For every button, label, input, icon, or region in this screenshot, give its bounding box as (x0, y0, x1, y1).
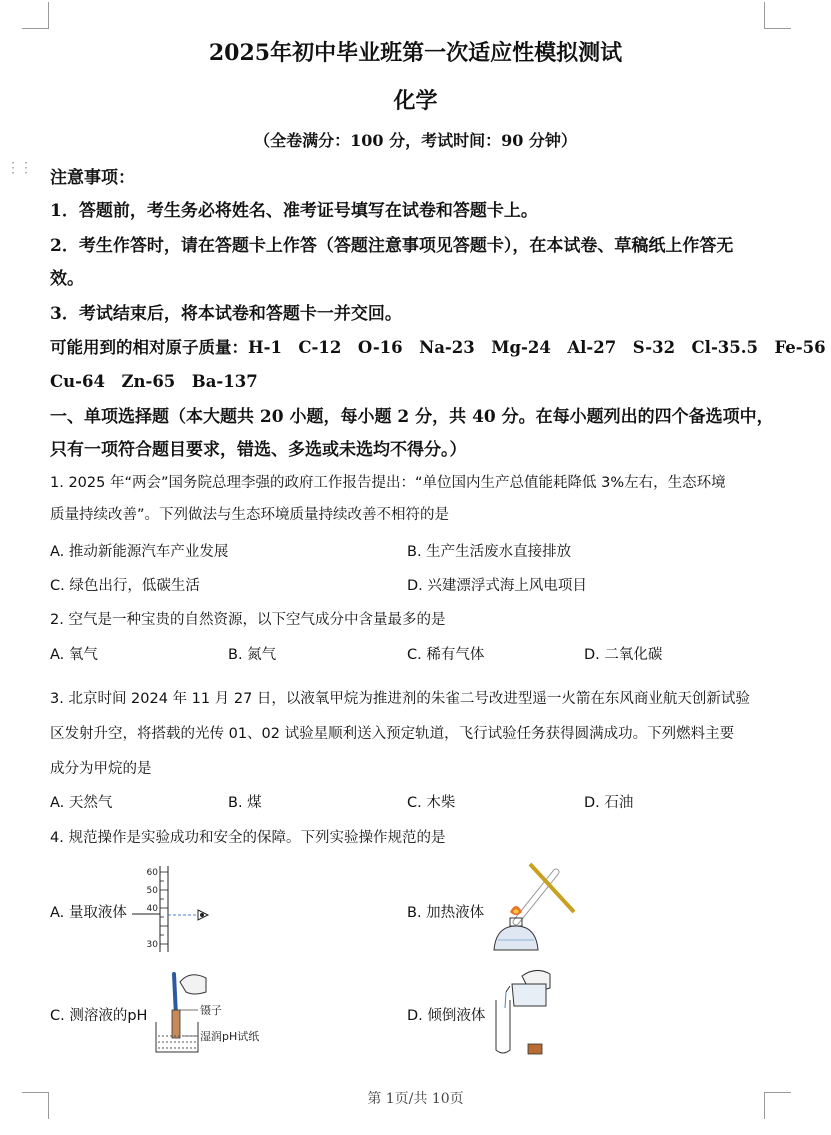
measure-ph-diagram (150, 966, 270, 1058)
label-tweezers: 镊子 (200, 1004, 222, 1017)
cylinder-tick-50: 50 (146, 886, 158, 896)
crop-mark-top-right (764, 2, 791, 29)
q2-option-d[interactable]: D. 二氧化碳 (584, 647, 663, 663)
q3-option-d[interactable]: D. 石油 (584, 795, 634, 811)
q4-option-c[interactable]: C. 测溶液的pH (50, 1008, 148, 1024)
q3-option-a[interactable]: A. 天然气 (50, 795, 113, 811)
crop-mark-top-left (22, 2, 49, 29)
q1-option-b[interactable]: B. 生产生活废水直接排放 (407, 544, 572, 560)
q1-option-d[interactable]: D. 兴建漂浮式海上风电项目 (407, 578, 587, 594)
section1-heading-line2: 只有一项符合题目要求，错选、多选或未选均不得分。） (50, 440, 467, 460)
q2-option-b[interactable]: B. 氮气 (228, 647, 277, 663)
section1-heading-line1: 一、单项选择题（本大题共 20 小题，每小题 2 分，共 40 分。在每小题列出的四个备选项中， (50, 407, 774, 427)
page-number: 第 1页/共 10页 (367, 1091, 464, 1107)
q3-stem-line1: 3. 北京时间 2024 年 11 月 27 日，以液氧甲烷为推进剂的朱雀二号改进型遥一火箭在东风商业航天创新试验 (50, 691, 750, 707)
q1-option-a[interactable]: A. 推动新能源汽车产业发展 (50, 544, 229, 560)
note-item-3: 3．考试结束后，将本试卷和答题卡一并交回。 (50, 304, 402, 324)
cylinder-tick-30: 30 (146, 940, 158, 950)
subject-title: 化学 (393, 88, 438, 114)
heating-liquid-diagram (486, 862, 578, 954)
q4-option-b[interactable]: B. 加热液体 (407, 905, 485, 921)
drag-handle-icon[interactable]: ⋮⋮ (6, 160, 32, 176)
q2-stem: 2. 空气是一种宝贵的自然资源，以下空气成分中含量最多的是 (50, 612, 446, 628)
q3-option-b[interactable]: B. 煤 (228, 795, 262, 811)
q3-stem-line2: 区发射升空，将搭载的光传 01、02 试验星顺利送入预定轨道，飞行试验任务获得圆满成功。下列燃料主要 (50, 726, 735, 742)
q3-option-c[interactable]: C. 木柴 (407, 795, 456, 811)
cylinder-tick-40: 40 (146, 904, 158, 914)
cylinder-tick-60: 60 (146, 868, 158, 878)
q1-stem-line1: 1. 2025 年“两会”国务院总理李强的政府工作报告提出：“单位国内生产总值能耗降低 3%左右，生态环境 (50, 475, 726, 491)
exam-title: 2025年初中毕业班第一次适应性模拟测试 (208, 40, 623, 66)
q2-option-c[interactable]: C. 稀有气体 (407, 647, 485, 663)
q3-stem-line3: 成分为甲烷的是 (50, 761, 152, 777)
atomic-masses-line2: Cu-64 Zn-65 Ba-137 (50, 372, 258, 391)
note-item-2-line2: 效。 (50, 269, 84, 289)
q4-stem: 4. 规范操作是实验成功和安全的保障。下列实验操作规范的是 (50, 830, 446, 846)
q1-option-c[interactable]: C. 绿色出行，低碳生活 (50, 578, 200, 594)
pouring-liquid-diagram (488, 966, 560, 1058)
atomic-masses-line1: 可能用到的相对原子质量：H-1 C-12 O-16 Na-23 Mg-24 Al-27 S-32 Cl-35.5 Fe-56 (50, 338, 826, 357)
q4-option-a[interactable]: A. 量取液体 (50, 905, 127, 921)
notes-heading: 注意事项： (50, 168, 135, 188)
graduated-cylinder-diagram (128, 862, 218, 954)
note-item-1: 1．答题前，考生务必将姓名、准考证号填写在试卷和答题卡上。 (50, 201, 538, 221)
label-ph-paper: 湿润pH试纸 (200, 1030, 260, 1043)
exam-info: （全卷满分：100 分，考试时间：90 分钟） (254, 131, 577, 150)
q1-stem-line2: 质量持续改善”。下列做法与生态环境质量持续改善不相符的是 (50, 507, 450, 523)
q4-option-d[interactable]: D. 倾倒液体 (407, 1008, 486, 1024)
note-item-2-line1: 2．考生作答时，请在答题卡上作答（答题注意事项见答题卡），在本试卷、草稿纸上作答无 (50, 236, 734, 256)
q2-option-a[interactable]: A. 氧气 (50, 647, 98, 663)
